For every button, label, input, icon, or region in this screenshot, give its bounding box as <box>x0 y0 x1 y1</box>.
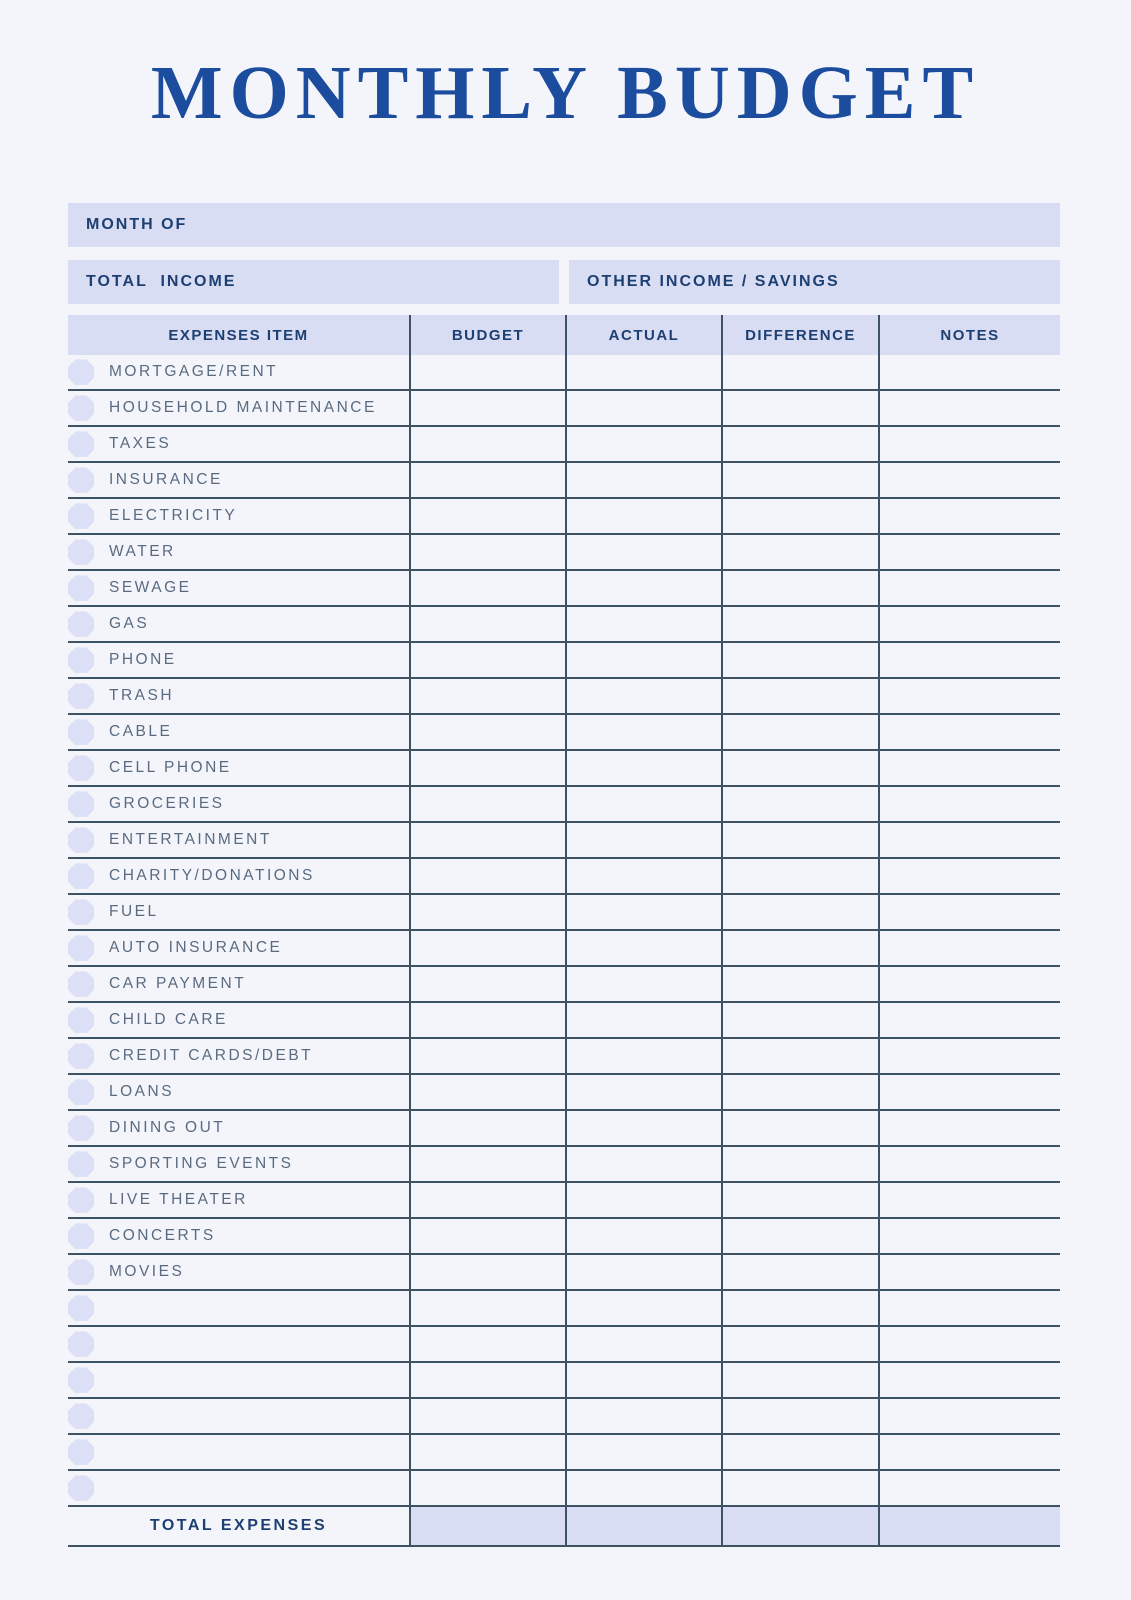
expense-item-label: GAS <box>109 615 150 633</box>
bullet-icon <box>68 1043 94 1069</box>
expense-item-label: LIVE THEATER <box>109 1191 248 1209</box>
notes-cell[interactable] <box>878 571 1060 605</box>
actual-cell[interactable] <box>565 751 721 785</box>
actual-cell[interactable] <box>565 1147 721 1181</box>
actual-cell[interactable] <box>565 1183 721 1217</box>
table-row <box>68 1039 1060 1075</box>
expense-item-label: TAXES <box>109 435 172 453</box>
difference-cell[interactable] <box>721 463 878 497</box>
notes-cell[interactable] <box>878 1111 1060 1145</box>
difference-cell[interactable] <box>721 823 878 857</box>
difference-cell[interactable] <box>721 391 878 425</box>
actual-cell[interactable] <box>565 787 721 821</box>
expense-item-cell <box>68 859 409 893</box>
expense-item-cell <box>68 895 409 929</box>
total-income-field[interactable] <box>68 260 559 304</box>
expense-item-cell <box>68 1363 409 1397</box>
total-budget-cell[interactable] <box>409 1507 565 1545</box>
expense-item-label: WATER <box>109 543 176 561</box>
actual-cell[interactable] <box>565 1435 721 1469</box>
column-header-notes: NOTES <box>878 315 1060 355</box>
difference-cell[interactable] <box>721 1111 878 1145</box>
expense-item-label: SPORTING EVENTS <box>109 1155 294 1173</box>
difference-cell[interactable] <box>721 1435 878 1469</box>
notes-cell[interactable] <box>878 967 1060 1001</box>
table-row <box>68 643 1060 679</box>
actual-cell[interactable] <box>565 931 721 965</box>
budget-cell[interactable] <box>409 1039 565 1073</box>
actual-cell[interactable] <box>565 643 721 677</box>
table-row <box>68 607 1060 643</box>
notes-cell[interactable] <box>878 1183 1060 1217</box>
budget-cell[interactable] <box>409 1327 565 1361</box>
budget-cell[interactable] <box>409 1255 565 1289</box>
expense-item-cell <box>68 391 409 425</box>
expense-item-cell <box>68 571 409 605</box>
actual-cell[interactable] <box>565 715 721 749</box>
budget-cell[interactable] <box>409 1003 565 1037</box>
bullet-icon <box>68 359 94 385</box>
table-row <box>68 895 1060 931</box>
notes-cell[interactable] <box>878 1147 1060 1181</box>
actual-cell[interactable] <box>565 499 721 533</box>
notes-cell[interactable] <box>878 1255 1060 1289</box>
budget-cell[interactable] <box>409 967 565 1001</box>
actual-cell[interactable] <box>565 427 721 461</box>
expense-rows <box>68 355 1060 1507</box>
budget-cell[interactable] <box>409 643 565 677</box>
difference-cell[interactable] <box>721 1327 878 1361</box>
table-row <box>68 571 1060 607</box>
table-row <box>68 355 1060 391</box>
notes-cell[interactable] <box>878 1291 1060 1325</box>
table-row <box>68 1255 1060 1291</box>
expense-item-cell <box>68 1219 409 1253</box>
notes-cell[interactable] <box>878 859 1060 893</box>
expense-item-cell <box>68 607 409 641</box>
actual-cell[interactable] <box>565 1111 721 1145</box>
expense-item-cell <box>68 679 409 713</box>
expense-item-cell <box>68 463 409 497</box>
table-row <box>68 1327 1060 1363</box>
table-row <box>68 967 1060 1003</box>
difference-cell[interactable] <box>721 1147 878 1181</box>
bullet-icon <box>68 1439 94 1465</box>
expense-item-cell <box>68 499 409 533</box>
difference-cell[interactable] <box>721 355 878 389</box>
bullet-icon <box>68 1331 94 1357</box>
expense-item-cell <box>68 931 409 965</box>
expense-item-label: CELL PHONE <box>109 759 232 777</box>
budget-cell[interactable] <box>409 355 565 389</box>
bullet-icon <box>68 755 94 781</box>
bullet-icon <box>68 827 94 853</box>
notes-cell[interactable] <box>878 715 1060 749</box>
table-row <box>68 715 1060 751</box>
notes-cell[interactable] <box>878 391 1060 425</box>
budget-cell[interactable] <box>409 859 565 893</box>
bullet-icon <box>68 467 94 493</box>
notes-cell[interactable] <box>878 427 1060 461</box>
table-header-row <box>68 315 1060 355</box>
expense-item-cell <box>68 1471 409 1505</box>
budget-cell[interactable] <box>409 931 565 965</box>
budget-cell[interactable] <box>409 1111 565 1145</box>
table-row <box>68 427 1060 463</box>
difference-cell[interactable] <box>721 679 878 713</box>
notes-cell[interactable] <box>878 787 1060 821</box>
table-row <box>68 859 1060 895</box>
table-row <box>68 535 1060 571</box>
expense-item-label: SEWAGE <box>109 579 192 597</box>
column-header-budget: BUDGET <box>409 315 565 355</box>
notes-cell[interactable] <box>878 1471 1060 1505</box>
bullet-icon <box>68 395 94 421</box>
difference-cell[interactable] <box>721 787 878 821</box>
bullet-icon <box>68 1007 94 1033</box>
bullet-icon <box>68 539 94 565</box>
difference-cell[interactable] <box>721 1003 878 1037</box>
actual-cell[interactable] <box>565 1039 721 1073</box>
expense-item-cell <box>68 751 409 785</box>
bullet-icon <box>68 1223 94 1249</box>
notes-cell[interactable] <box>878 1327 1060 1361</box>
column-header-difference: DIFFERENCE <box>721 315 878 355</box>
expense-item-cell <box>68 967 409 1001</box>
actual-cell[interactable] <box>565 1399 721 1433</box>
month-of-field[interactable] <box>68 203 1060 247</box>
difference-cell[interactable] <box>721 1039 878 1073</box>
budget-cell[interactable] <box>409 787 565 821</box>
difference-cell[interactable] <box>721 1399 878 1433</box>
other-income-savings-field[interactable] <box>569 260 1060 304</box>
difference-cell[interactable] <box>721 715 878 749</box>
notes-cell[interactable] <box>878 751 1060 785</box>
expense-item-label: PHONE <box>109 651 177 669</box>
total-difference-cell[interactable] <box>721 1507 878 1545</box>
difference-cell[interactable] <box>721 931 878 965</box>
actual-cell[interactable] <box>565 1003 721 1037</box>
table-row <box>68 931 1060 967</box>
expense-item-label: AUTO INSURANCE <box>109 939 283 957</box>
expense-item-label: CHARITY/DONATIONS <box>109 867 315 885</box>
notes-cell[interactable] <box>878 643 1060 677</box>
expense-item-label: ELECTRICITY <box>109 507 238 525</box>
expense-item-label: ENTERTAINMENT <box>109 831 272 849</box>
notes-cell[interactable] <box>878 607 1060 641</box>
expense-item-label: HOUSEHOLD MAINTENANCE <box>109 399 377 417</box>
column-header-actual: ACTUAL <box>565 315 721 355</box>
bullet-icon <box>68 683 94 709</box>
actual-cell[interactable] <box>565 607 721 641</box>
expense-item-cell <box>68 787 409 821</box>
table-row <box>68 1075 1060 1111</box>
difference-cell[interactable] <box>721 427 878 461</box>
difference-cell[interactable] <box>721 607 878 641</box>
expense-item-label: CREDIT CARDS/DEBT <box>109 1047 314 1065</box>
budget-cell[interactable] <box>409 679 565 713</box>
difference-cell[interactable] <box>721 1363 878 1397</box>
budget-cell[interactable] <box>409 391 565 425</box>
actual-cell[interactable] <box>565 967 721 1001</box>
actual-cell[interactable] <box>565 859 721 893</box>
table-row <box>68 1147 1060 1183</box>
notes-cell[interactable] <box>878 1003 1060 1037</box>
notes-cell[interactable] <box>878 535 1060 569</box>
bullet-icon <box>68 719 94 745</box>
budget-cell[interactable] <box>409 1147 565 1181</box>
expense-item-label: GROCERIES <box>109 795 225 813</box>
table-row <box>68 1219 1060 1255</box>
expense-item-label: FUEL <box>109 903 159 921</box>
budget-cell[interactable] <box>409 1219 565 1253</box>
budget-cell[interactable] <box>409 427 565 461</box>
difference-cell[interactable] <box>721 967 878 1001</box>
table-row <box>68 1471 1060 1507</box>
notes-cell[interactable] <box>878 823 1060 857</box>
difference-cell[interactable] <box>721 1291 878 1325</box>
table-row <box>68 751 1060 787</box>
total-income-label: TOTAL INCOME <box>86 273 237 291</box>
total-expenses-label: TOTAL EXPENSES <box>149 1517 328 1535</box>
bullet-icon <box>68 1367 94 1393</box>
budget-cell[interactable] <box>409 499 565 533</box>
expense-item-cell <box>68 715 409 749</box>
budget-cell[interactable] <box>409 1363 565 1397</box>
actual-cell[interactable] <box>565 823 721 857</box>
difference-cell[interactable] <box>721 535 878 569</box>
bullet-icon <box>68 431 94 457</box>
expense-item-cell <box>68 1075 409 1109</box>
expense-item-label: MOVIES <box>109 1263 185 1281</box>
bullet-icon <box>68 611 94 637</box>
expense-item-cell <box>68 1435 409 1469</box>
expense-item-cell <box>68 1111 409 1145</box>
budget-cell[interactable] <box>409 1075 565 1109</box>
month-of-label: MONTH OF <box>86 216 188 234</box>
difference-cell[interactable] <box>721 1075 878 1109</box>
bullet-icon <box>68 971 94 997</box>
expense-item-label: CABLE <box>109 723 173 741</box>
table-row <box>68 679 1060 715</box>
expense-item-cell <box>68 1255 409 1289</box>
table-row <box>68 499 1060 535</box>
expense-item-label: INSURANCE <box>109 471 223 489</box>
expense-item-label: TRASH <box>109 687 175 705</box>
bullet-icon <box>68 647 94 673</box>
other-income-savings-label: OTHER INCOME / SAVINGS <box>587 273 840 291</box>
budget-cell[interactable] <box>409 463 565 497</box>
table-row <box>68 1111 1060 1147</box>
budget-cell[interactable] <box>409 607 565 641</box>
notes-cell[interactable] <box>878 1075 1060 1109</box>
actual-cell[interactable] <box>565 1327 721 1361</box>
bullet-icon <box>68 1259 94 1285</box>
total-actual-cell[interactable] <box>565 1507 721 1545</box>
difference-cell[interactable] <box>721 499 878 533</box>
budget-cell[interactable] <box>409 823 565 857</box>
expense-item-cell <box>68 535 409 569</box>
expense-item-cell <box>68 427 409 461</box>
bullet-icon <box>68 935 94 961</box>
expense-item-label: CAR PAYMENT <box>109 975 247 993</box>
actual-cell[interactable] <box>565 571 721 605</box>
difference-cell[interactable] <box>721 751 878 785</box>
notes-cell[interactable] <box>878 1363 1060 1397</box>
difference-cell[interactable] <box>721 1183 878 1217</box>
budget-cell[interactable] <box>409 1183 565 1217</box>
bullet-icon <box>68 863 94 889</box>
budget-cell[interactable] <box>409 1435 565 1469</box>
difference-cell[interactable] <box>721 895 878 929</box>
actual-cell[interactable] <box>565 895 721 929</box>
actual-cell[interactable] <box>565 535 721 569</box>
column-header-expenses-item: EXPENSES ITEM <box>168 326 309 344</box>
actual-cell[interactable] <box>565 1471 721 1505</box>
expense-item-cell <box>68 1003 409 1037</box>
budget-cell[interactable] <box>409 1471 565 1505</box>
table-row <box>68 1363 1060 1399</box>
table-row <box>68 1291 1060 1327</box>
table-row <box>68 787 1060 823</box>
notes-cell[interactable] <box>878 463 1060 497</box>
expense-item-label: CHILD CARE <box>109 1011 228 1029</box>
budget-cell[interactable] <box>409 571 565 605</box>
bullet-icon <box>68 1115 94 1141</box>
expenses-table <box>68 315 1060 1547</box>
page-content <box>68 203 1060 1547</box>
bullet-icon <box>68 575 94 601</box>
notes-cell[interactable] <box>878 1399 1060 1433</box>
notes-cell[interactable] <box>878 679 1060 713</box>
difference-cell[interactable] <box>721 571 878 605</box>
notes-cell[interactable] <box>878 1039 1060 1073</box>
table-row <box>68 463 1060 499</box>
actual-cell[interactable] <box>565 1363 721 1397</box>
expense-item-cell <box>68 1147 409 1181</box>
notes-cell[interactable] <box>878 1435 1060 1469</box>
expense-item-cell <box>68 1399 409 1433</box>
difference-cell[interactable] <box>721 1471 878 1505</box>
bullet-icon <box>68 1475 94 1501</box>
expense-item-label: DINING OUT <box>109 1119 226 1137</box>
expense-item-cell <box>68 355 409 389</box>
bullet-icon <box>68 1079 94 1105</box>
bullet-icon <box>68 1187 94 1213</box>
actual-cell[interactable] <box>565 355 721 389</box>
actual-cell[interactable] <box>565 679 721 713</box>
difference-cell[interactable] <box>721 643 878 677</box>
bullet-icon <box>68 1295 94 1321</box>
budget-cell[interactable] <box>409 895 565 929</box>
table-row <box>68 1183 1060 1219</box>
budget-cell[interactable] <box>409 1291 565 1325</box>
expense-item-cell <box>68 1183 409 1217</box>
page-title: MONTHLY BUDGET <box>150 51 981 135</box>
actual-cell[interactable] <box>565 1291 721 1325</box>
bullet-icon <box>68 791 94 817</box>
table-row <box>68 1003 1060 1039</box>
table-row <box>68 1399 1060 1435</box>
expense-item-cell <box>68 1291 409 1325</box>
table-row <box>68 391 1060 427</box>
expense-item-cell <box>68 643 409 677</box>
expense-item-cell <box>68 1327 409 1361</box>
total-expenses-row <box>68 1507 1060 1547</box>
notes-cell[interactable] <box>878 355 1060 389</box>
budget-cell[interactable] <box>409 535 565 569</box>
actual-cell[interactable] <box>565 1255 721 1289</box>
notes-cell[interactable] <box>878 895 1060 929</box>
table-row <box>68 823 1060 859</box>
expense-item-label: LOANS <box>109 1083 175 1101</box>
table-row <box>68 1435 1060 1471</box>
expense-item-label: MORTGAGE/RENT <box>109 363 279 381</box>
actual-cell[interactable] <box>565 1219 721 1253</box>
difference-cell[interactable] <box>721 859 878 893</box>
notes-cell[interactable] <box>878 931 1060 965</box>
difference-cell[interactable] <box>721 1219 878 1253</box>
budget-cell[interactable] <box>409 715 565 749</box>
actual-cell[interactable] <box>565 391 721 425</box>
notes-cell[interactable] <box>878 1219 1060 1253</box>
actual-cell[interactable] <box>565 1075 721 1109</box>
budget-cell[interactable] <box>409 1399 565 1433</box>
actual-cell[interactable] <box>565 463 721 497</box>
expense-item-label: CONCERTS <box>109 1227 216 1245</box>
notes-cell[interactable] <box>878 499 1060 533</box>
bullet-icon <box>68 899 94 925</box>
bullet-icon <box>68 1403 94 1429</box>
bullet-icon <box>68 503 94 529</box>
budget-cell[interactable] <box>409 751 565 785</box>
bullet-icon <box>68 1151 94 1177</box>
expense-item-cell <box>68 1039 409 1073</box>
difference-cell[interactable] <box>721 1255 878 1289</box>
total-notes-cell[interactable] <box>878 1507 1060 1545</box>
income-bars <box>68 260 1060 304</box>
expense-item-cell <box>68 823 409 857</box>
